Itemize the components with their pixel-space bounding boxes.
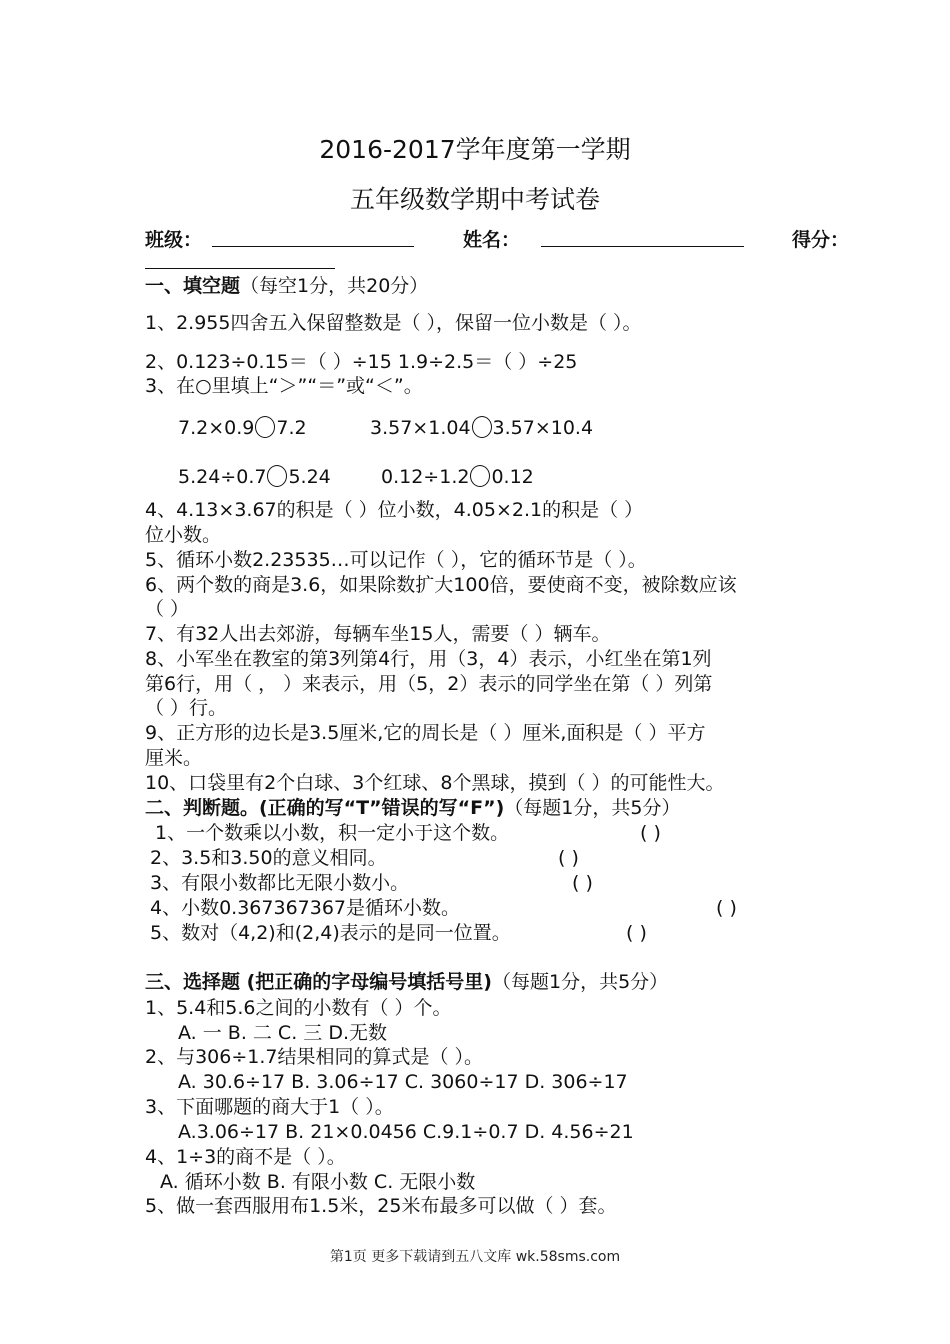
q3-2: 2、与306÷1.7结果相同的算式是（ ）。 <box>145 1046 484 1068</box>
compare-circle <box>472 416 492 438</box>
q3-4: 4、1÷3的商不是（ ）。 <box>145 1146 346 1168</box>
q3-1: 1、5.4和5.6之间的小数有（ ）个。 <box>145 997 452 1019</box>
q2-2-paren: ( ) <box>558 847 579 869</box>
q3-3: 3、下面哪题的商大于1（ ）。 <box>145 1096 394 1118</box>
compare-right: 7.2 <box>276 417 307 439</box>
section2-heading: 二、判断题。(正确的写“T”错误的写“F”) <box>145 797 505 819</box>
q1-6a: 6、两个数的商是3.6，如果除数扩大100倍，要使商不变，被除数应该 <box>145 574 737 596</box>
q1-1: 1、2.955四舍五入保留整数是（ ），保留一位小数是（ ）。 <box>145 312 642 334</box>
section3-heading-line <box>145 970 668 994</box>
score-underline <box>145 268 335 269</box>
q1-10: 10、口袋里有2个白球、3个红球、8个黑球，摸到（ ）的可能性大。 <box>145 772 725 794</box>
exam-year-title: 2016-2017学年度第一学期 <box>319 135 631 164</box>
q2-4: 4、小数0.367367367是循环小数。 <box>150 897 461 919</box>
compare-right: 5.24 <box>288 466 331 488</box>
q1-6b: （ ） <box>145 598 190 620</box>
section1-heading: 一、填空题 <box>145 275 241 297</box>
compare-circle <box>267 465 287 487</box>
q1-8b: 第6行，用（ ， ）来表示，用（5，2）表示的同学坐在第（ ）列第 <box>145 673 713 695</box>
q2-5-paren: ( ) <box>626 922 647 944</box>
name-underline <box>541 246 744 247</box>
section1-note: （每空1分，共20分） <box>240 275 429 297</box>
q2-2: 2、3.5和3.50的意义相同。 <box>150 847 387 869</box>
q1-4a: 4、4.13×3.67的积是（ ）位小数，4.05×2.1的积是（ ） <box>145 499 644 521</box>
q1-5: 5、循环小数2.23535…可以记作（ ），它的循环节是（ ）。 <box>145 549 647 571</box>
q1-9a: 9、正方形的边长是3.5厘米,它的周长是（ ）厘米,面积是（ ）平方 <box>145 722 706 744</box>
section3-heading: 三、选择题 (把正确的字母编号填括号里) <box>145 971 492 993</box>
q1-4b: 位小数。 <box>145 524 222 546</box>
q2-1: 1、一个数乘以小数，积一定小于这个数。 <box>155 822 510 844</box>
compare-left: 7.2×0.9 <box>178 417 255 439</box>
class-label: 班级： <box>145 229 203 251</box>
compare-right: 0.12 <box>491 466 534 488</box>
page-footer: 第1页 更多下载请到五八文库 wk.58sms.com <box>329 1249 621 1265</box>
class-underline <box>212 246 414 247</box>
compare-circle <box>255 416 275 438</box>
q1-8a: 8、小军坐在教室的第3列第4行，用（3，4）表示，小红坐在第1列 <box>145 648 712 670</box>
exam-title: 五年级数学期中考试卷 <box>349 185 600 214</box>
compare-row-1a <box>178 416 307 440</box>
section3-note: （每题1分，共5分） <box>491 971 669 993</box>
q2-3: 3、有限小数都比无限小数小。 <box>150 872 410 894</box>
section2-note: （每题1分，共5分） <box>504 797 681 819</box>
name-label: 姓名： <box>463 229 521 251</box>
compare-row-2a <box>178 465 331 489</box>
compare-left: 0.12÷1.2 <box>381 466 470 488</box>
q3-5: 5、做一套西服用布1.5米，25米布最多可以做（ ）套。 <box>145 1195 617 1217</box>
compare-row-2b <box>381 465 534 489</box>
q3-1-options: A. 一 B. 二 C. 三 D.无数 <box>178 1022 387 1044</box>
q1-7: 7、有32人出去郊游，每辆车坐15人，需要（ ）辆车。 <box>145 623 611 645</box>
q2-4-paren: ( ) <box>716 897 737 919</box>
q3-4-options: A. 循环小数 B. 有限小数 C. 无限小数 <box>160 1171 476 1193</box>
compare-left: 5.24÷0.7 <box>178 466 267 488</box>
compare-circle <box>470 465 490 487</box>
score-label: 得分： <box>792 229 850 251</box>
q1-8c: （ ）行。 <box>145 697 228 719</box>
q1-2: 2、0.123÷0.15＝（ ）÷15 1.9÷2.5＝（ ）÷25 <box>145 351 578 373</box>
q1-9b: 厘米。 <box>145 747 203 769</box>
q3-3-options: A.3.06÷17 B. 21×0.0456 C.9.1÷0.7 D. 4.56÷21 <box>178 1121 634 1143</box>
section1-heading-line <box>145 274 428 298</box>
q2-3-paren: ( ) <box>572 872 593 894</box>
q3-2-options: A. 30.6÷17 B. 3.06÷17 C. 3060÷17 D. 306÷17 <box>178 1071 628 1093</box>
compare-right: 3.57×10.4 <box>492 417 594 439</box>
compare-left: 3.57×1.04 <box>370 417 471 439</box>
section2-heading-line <box>145 796 680 820</box>
q2-5: 5、数对（4,2)和(2,4)表示的是同一位置。 <box>150 922 511 944</box>
q1-3: 3、在○里填上“＞”“＝”或“＜”。 <box>145 375 423 397</box>
compare-row-1b <box>370 416 593 440</box>
q2-1-paren: ( ) <box>640 822 661 844</box>
